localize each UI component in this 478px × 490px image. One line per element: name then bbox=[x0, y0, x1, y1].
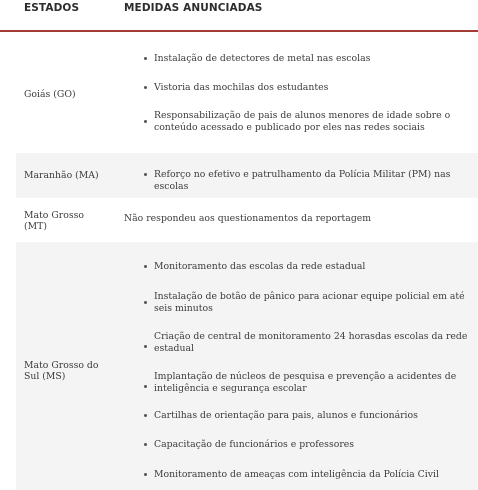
bullet-icon bbox=[144, 57, 147, 60]
item-text: Instalação de detectores de metal nas escolas bbox=[154, 53, 371, 64]
bullet-icon bbox=[144, 265, 147, 268]
table-row-mt bbox=[16, 198, 478, 242]
bullet-icon bbox=[144, 385, 147, 388]
bullet-icon bbox=[144, 443, 147, 446]
state-name: Maranhão (MA) bbox=[24, 170, 99, 181]
state-name: Mato Grosso do Sul (MS) bbox=[24, 360, 99, 382]
bullet-icon bbox=[144, 345, 147, 348]
item-text: Responsabilização de pais de alunos menores de idade sobre o conteúdo acessado e publicado por eles nas redes sociais bbox=[154, 110, 451, 133]
table-row-ma bbox=[16, 153, 478, 198]
header-measures: MEDIDAS ANUNCIADAS bbox=[124, 2, 263, 14]
item-text: Vistoria das mochilas dos estudantes bbox=[154, 82, 329, 93]
bullet-icon bbox=[144, 86, 147, 89]
no-response-text: Não respondeu aos questionamentos da reportagem bbox=[124, 213, 372, 224]
table-header bbox=[0, 0, 478, 32]
state-name: Goiás (GO) bbox=[24, 89, 76, 100]
item-text: Monitoramento das escolas da rede estadual bbox=[154, 261, 366, 272]
header-states: ESTADOS bbox=[24, 2, 80, 14]
item-text: Instalação de botão de pânico para acionar equipe policial em até seis minutos bbox=[154, 291, 465, 314]
bullet-icon bbox=[144, 173, 147, 176]
table-row-ms bbox=[16, 242, 478, 490]
bullet-icon bbox=[144, 120, 147, 123]
item-text: Cartilhas de orientação para pais, alunos e funcionários bbox=[154, 410, 418, 421]
item-text: Capacitação de funcionários e professores bbox=[154, 439, 355, 450]
bullet-icon bbox=[144, 473, 147, 476]
bullet-icon bbox=[144, 414, 147, 417]
item-text: Implantação de núcleos de pesquisa e prevenção a acidentes de inteligência e segurança escolar bbox=[154, 371, 457, 394]
state-name: Mato Grosso (MT) bbox=[24, 210, 84, 232]
table-row-go bbox=[16, 36, 478, 153]
item-text: Monitoramento de ameaças com inteligência da Polícia Civil bbox=[154, 469, 439, 480]
item-text: Reforço no efetivo e patrulhamento da Polícia Militar (PM) nas escolas bbox=[154, 169, 451, 192]
bullet-icon bbox=[144, 301, 147, 304]
item-text: Criação de central de monitoramento 24 horasdas escolas da rede estadual bbox=[154, 331, 468, 354]
